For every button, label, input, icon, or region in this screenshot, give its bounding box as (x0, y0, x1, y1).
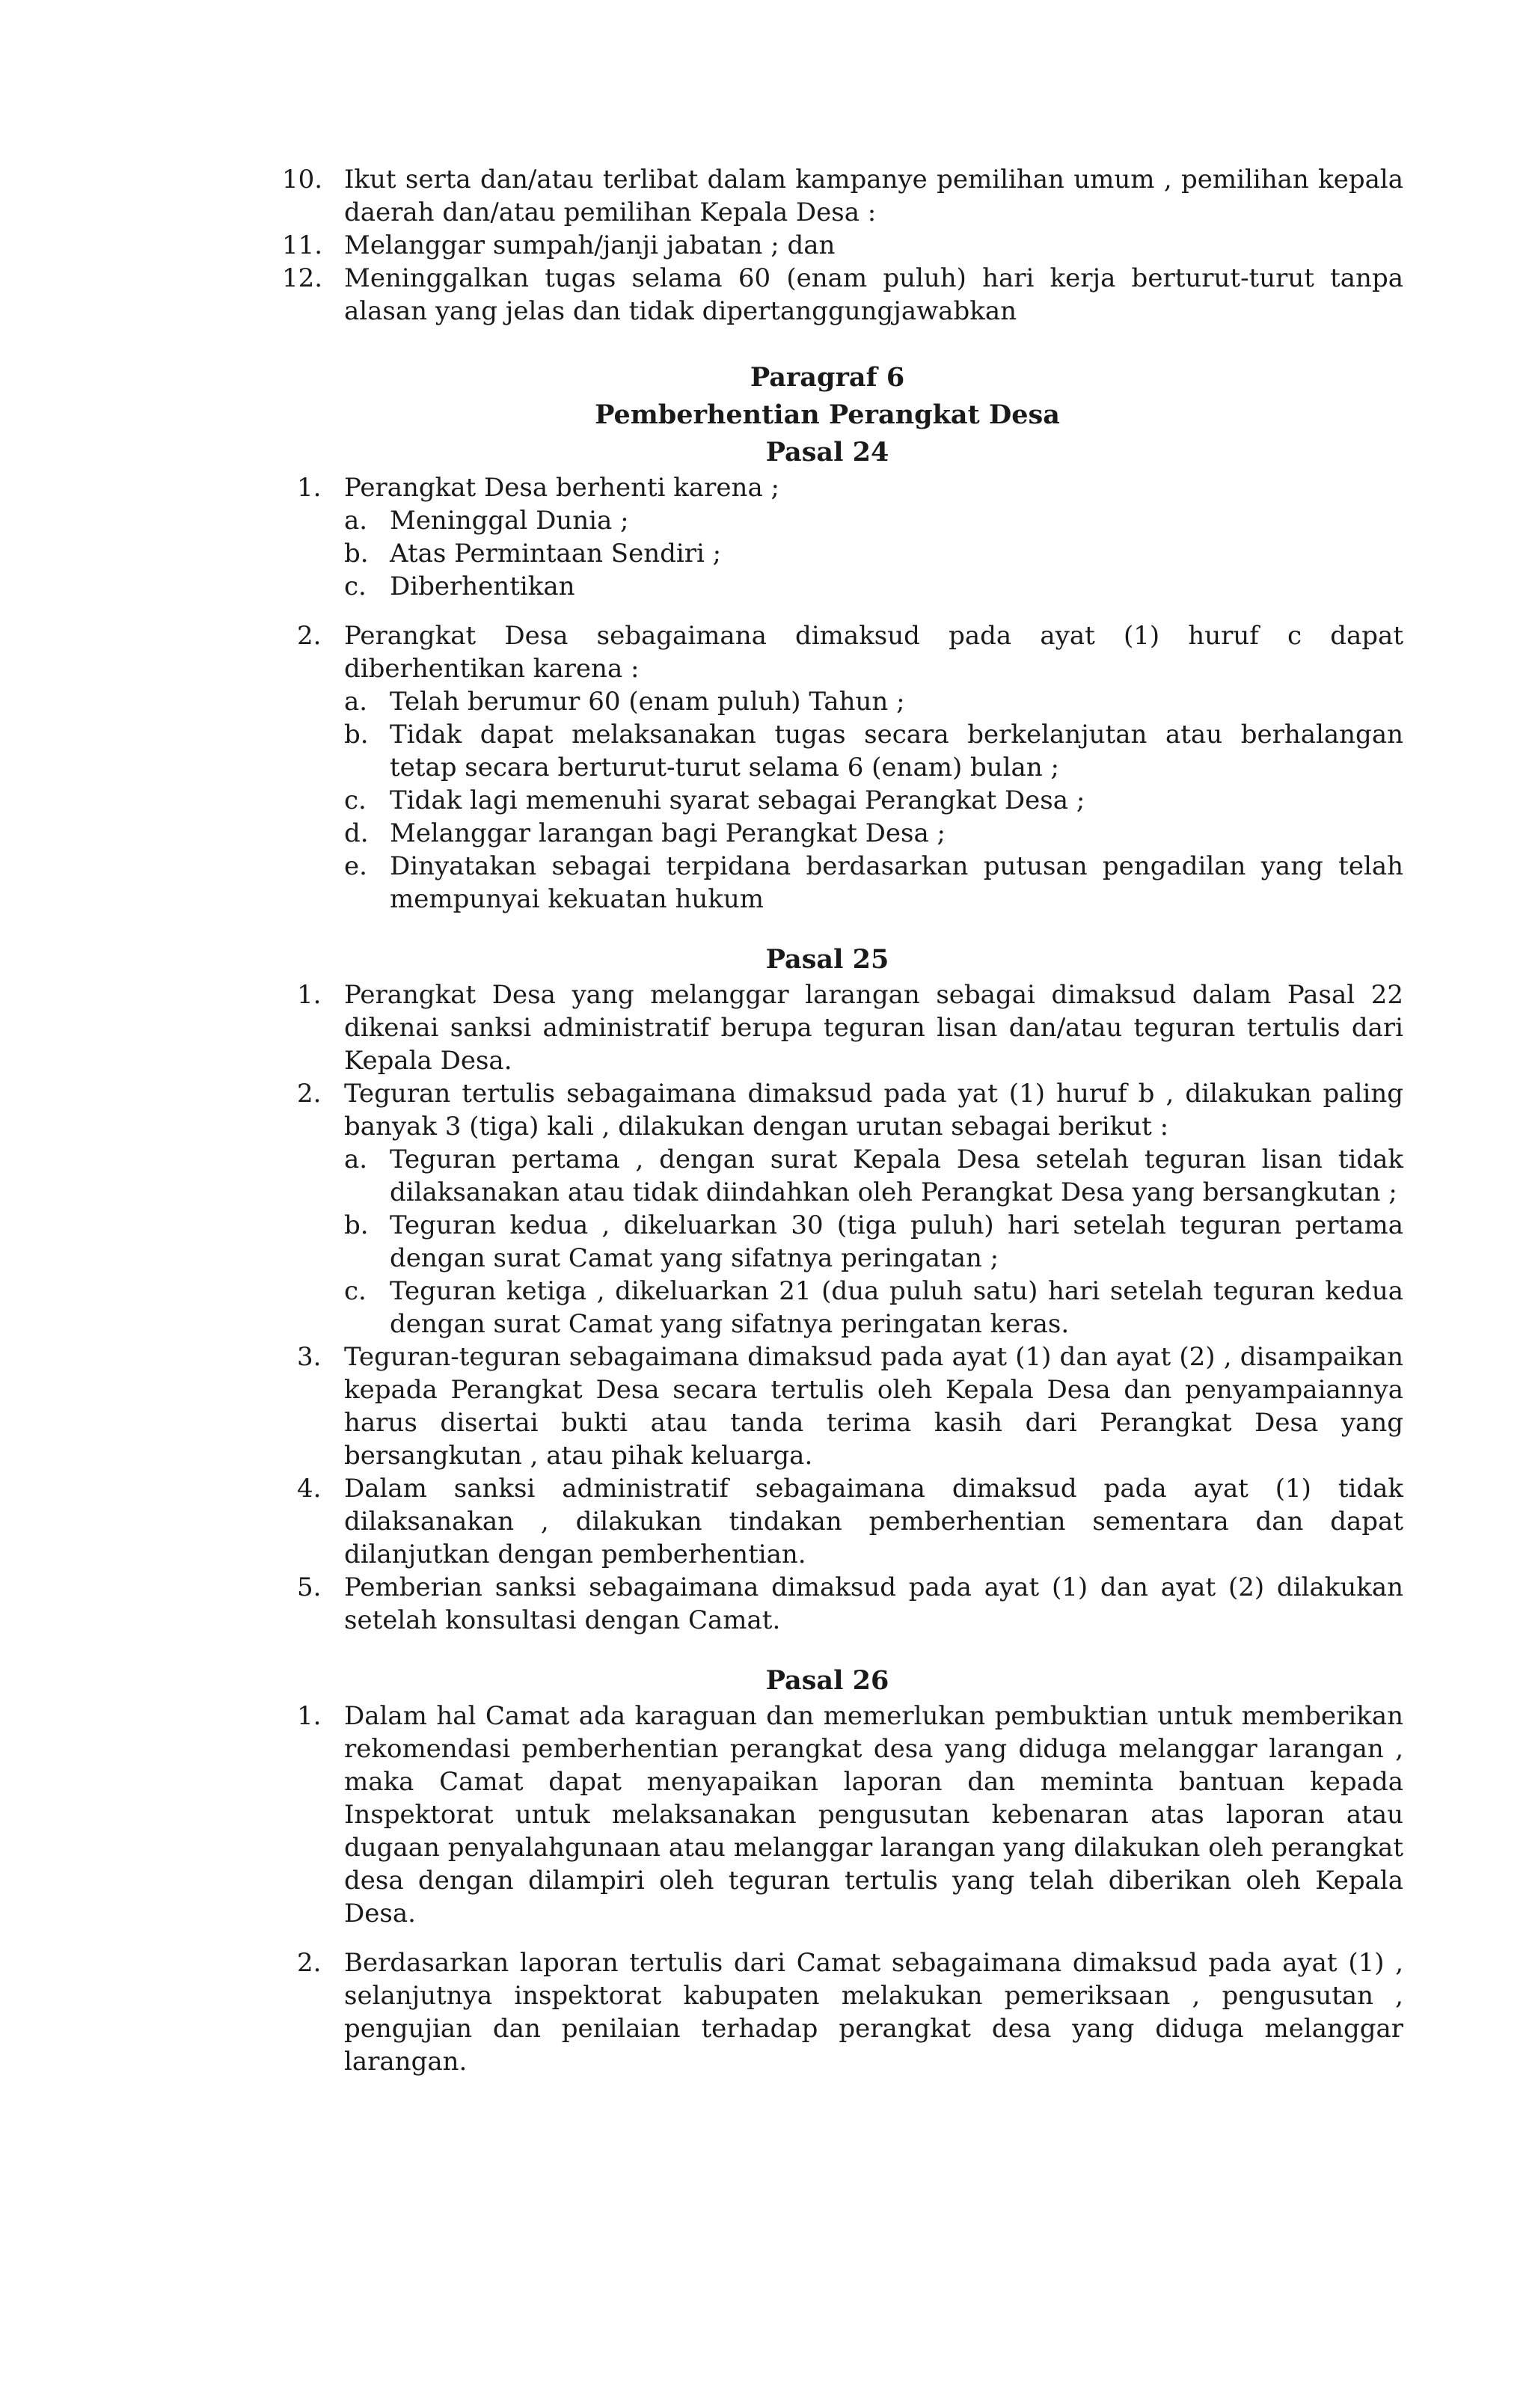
sub-text: Dinyatakan sebagai terpidana berdasarkan putusan pengadilan yang telah mempunyai kekuatan hukum (390, 851, 1403, 914)
item-text: Teguran tertulis sebagaimana dimaksud pada yat (1) huruf b , dilakukan paling banyak 3 (tiga) kali , dilakukan dengan urutan sebagai berikut : (344, 1079, 1403, 1142)
pasal-26-title: Pasal 26 (765, 1665, 889, 1696)
sub-list (344, 1143, 1403, 1341)
sub-text: Melanggar larangan bagi Perangkat Desa ; (390, 818, 946, 848)
sub-list (344, 504, 1403, 603)
item-text: Berdasarkan laporan tertulis dari Camat sebagaimana dimaksud pada ayat (1) , selanjutnya inspektorat kabupaten melakukan pemeriksaan , pengusutan , pengujian dan penilaian terhadap perangkat desa yang diduga melanggar larangan. (344, 1948, 1403, 2077)
sub-text: Atas Permintaan Sendiri ; (390, 539, 722, 569)
list-item (251, 619, 1403, 916)
item-text: Ikut serta dan/atau terlibat dalam kampanye pemilihan umum , pemilihan kepala daerah dan/atau pemilihan Kepala Desa : (344, 165, 1403, 227)
item-number: 1. (297, 980, 322, 1010)
item-text: Meninggalkan tugas selama 60 (enam puluh) hari kerja berturut-turut tanpa alasan yang jelas dan tidak dipertanggungjawabkan (344, 263, 1403, 326)
sub-label: b. (344, 539, 369, 569)
sub-label: c. (344, 785, 367, 815)
sub-text: Tidak lagi memenuhi syarat sebagai Perangkat Desa ; (390, 785, 1085, 815)
pasal-24-title: Pasal 24 (765, 437, 889, 468)
sub-item (344, 850, 1403, 916)
sub-label: b. (344, 720, 369, 750)
sub-text: Teguran pertama , dengan surat Kepala Desa setelah teguran lisan tidak dilaksanakan atau tidak diindahkan oleh Perangkat Desa yang bersangkutan ; (390, 1145, 1403, 1207)
item-text: Melanggar sumpah/janji jabatan ; dan (344, 230, 836, 260)
item-text: Pemberian sanksi sebagaimana dimaksud pada ayat (1) dan ayat (2) dilakukan setelah konsultasi dengan Camat. (344, 1572, 1403, 1635)
sub-item (344, 504, 1403, 537)
sub-text: Teguran kedua , dikeluarkan 30 (tiga puluh) hari setelah teguran pertama dengan surat Camat yang sifatnya peringatan ; (390, 1210, 1403, 1273)
item-number: 1. (297, 473, 322, 503)
sub-item (344, 1143, 1403, 1209)
item-number: 4. (297, 1474, 322, 1504)
sub-label: a. (344, 506, 368, 536)
sub-label: b. (344, 1210, 369, 1240)
list-item (251, 1571, 1403, 1637)
document-body (251, 163, 1403, 2078)
paragraf-subtitle: Pemberhentian Perangkat Desa (595, 399, 1060, 430)
pasal-25-list (251, 978, 1403, 1637)
pasal-25-title: Pasal 25 (765, 944, 889, 975)
sub-text: Tidak dapat melaksanakan tugas secara berkelanjutan atau berhalangan tetap secara berturut-turut selama 6 (enam) bulan ; (390, 720, 1403, 782)
pasal-24-list (251, 471, 1403, 916)
list-item (251, 1077, 1403, 1341)
sub-item (344, 817, 1403, 850)
sub-item (344, 570, 1403, 603)
sub-item (344, 718, 1403, 784)
sub-label: d. (344, 818, 369, 848)
sub-text: Teguran ketiga , dikeluarkan 21 (dua puluh satu) hari setelah teguran kedua dengan surat Camat yang sifatnya peringatan keras. (390, 1276, 1403, 1339)
item-number: 2. (297, 621, 322, 651)
paragraf-title: Paragraf 6 (750, 362, 905, 393)
sub-item (344, 1275, 1403, 1341)
item-number: 10. (282, 165, 323, 194)
sub-label: a. (344, 687, 368, 717)
item-text: Dalam sanksi administratif sebagaimana dimaksud pada ayat (1) tidak dilaksanakan , dilakukan tindakan pemberhentian sementara dan dapat dilanjutkan dengan pemberhentian. (344, 1474, 1403, 1569)
list-item (251, 978, 1403, 1077)
list-item (251, 1946, 1403, 2078)
item-number: 2. (297, 1948, 322, 1978)
item-text: Teguran-teguran sebagaimana dimaksud pada ayat (1) dan ayat (2) , disampaikan kepada Perangkat Desa secara tertulis oleh Kepala Desa dan penyampaiannya harus disertai bukti atau tanda terima kasih dari Perangkat Desa yang bersangkutan , atau pihak keluarga. (344, 1342, 1403, 1471)
item-number: 1. (297, 1701, 322, 1731)
sub-label: a. (344, 1145, 368, 1174)
sub-item (344, 784, 1403, 817)
item-text: Dalam hal Camat ada karaguan dan memerlukan pembuktian untuk memberikan rekomendasi pemberhentian perangkat desa yang diduga melanggar larangan , maka Camat dapat menyapaikan laporan dan meminta bantuan kepada Inspektorat untuk melaksanakan pengusutan kebenaran atas laporan atau dugaan penyalahgunaan atau melanggar larangan yang dilakukan oleh perangkat desa dengan dilampiri oleh teguran tertulis yang telah diberikan oleh Kepala Desa. (344, 1701, 1403, 1928)
list-item (251, 163, 1403, 229)
sub-list (344, 685, 1403, 916)
sub-label: c. (344, 1276, 367, 1306)
item-number: 12. (282, 263, 323, 293)
sub-item (344, 537, 1403, 570)
item-text: Perangkat Desa yang melanggar larangan sebagai dimaksud dalam Pasal 22 dikenai sanksi administratif berupa teguran lisan dan/atau teguran tertulis dari Kepala Desa. (344, 980, 1403, 1076)
list-item (251, 471, 1403, 603)
top-list (251, 163, 1403, 328)
list-item (251, 1341, 1403, 1472)
sub-text: Meninggal Dunia ; (390, 506, 629, 536)
pasal-26-list (251, 1700, 1403, 2078)
sub-text: Telah berumur 60 (enam puluh) Tahun ; (390, 687, 905, 717)
item-text: Perangkat Desa sebagaimana dimaksud pada ayat (1) huruf c dapat diberhentikan karena : (344, 621, 1403, 684)
item-number: 2. (297, 1079, 322, 1109)
item-text: Perangkat Desa berhenti karena ; (344, 473, 779, 503)
item-number: 3. (297, 1342, 322, 1372)
sub-label: c. (344, 572, 367, 601)
list-item (251, 262, 1403, 328)
list-item (251, 229, 1403, 262)
item-number: 5. (297, 1572, 322, 1602)
sub-item (344, 685, 1403, 718)
item-number: 11. (282, 230, 323, 260)
sub-label: e. (344, 851, 367, 881)
list-item (251, 1700, 1403, 1930)
sub-item (344, 1209, 1403, 1275)
list-item (251, 1472, 1403, 1571)
sub-text: Diberhentikan (390, 572, 575, 601)
